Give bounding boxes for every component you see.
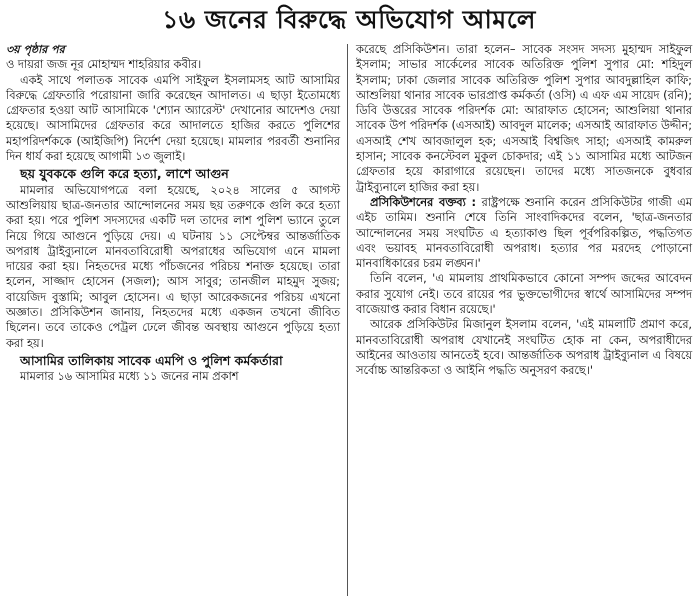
headline: ১৬ জনের বিরুদ্ধে অভিযোগ আমলে [162, 5, 536, 34]
column-divider [347, 44, 348, 596]
paragraph: আরেক প্রসিকিউটর মিজানুল ইসলাম বলেন, 'এই মামলাটি প্রমাণ করে, মানবতাবিরোধী অপরাধ যেখানেই সংঘটিত হোক না কেন, অপরাধীদের আইনের আওতায় আনতেই হবে। আন্তর্জাতিক অপরাধ ট্রাইব্যুনাল এ বিষয়ে সর্বোচ্চ আন্তরিকতা ও আইনি পদ্ধতি অনুসরণ করছে।' [356, 318, 692, 378]
subheading: ছয় যুবককে গুলি করে হত্যা, লাশে আগুন [20, 166, 229, 182]
paragraph-text: রাষ্ট্রপক্ষে শুনানি করেন প্রসিকিউটর গাজী এম এইচ তামিম। শুনানি শেষে তিনি সাংবাদিকদের বলেন, 'ছাত্র-জনতার আন্দোলনের সময় সংঘটিত এ হত্যাকাণ্ড ছিল পূর্বপরিকল্পিত, পদ্ধতিগত এবং ভয়াবহ মানবতাবিরোধী অপরাধ। হত্যার পর মরদেহ পোড়ানো মানবাধিকারের চরম লঙ্ঘন।' [356, 195, 693, 271]
paragraph [356, 195, 692, 271]
paragraph: মামলার অভিযোগপত্রে বলা হয়েছে, ২০২৪ সালের ৫ আগস্ট আশুলিয়ায় ছাত্র-জনতার আন্দোলনের সময় ছয় তরুণকে গুলি করে হত্যা করা হয়। পরে পুলিশ সদস্যদের একটি দল তাদের লাশ পুলিশ ভ্যানে তুলে নিয়ে গিয়ে আগুনে পুড়িয়ে দেয়। এ ঘটনায় ১১ সেপ্টেম্বর আন্তর্জাতিক অপরাধ ট্রাইব্যুনালে মানবতাবিরোধী অপরাধের অভিযোগ এনে মামলা দায়ের করা হয়। নিহতদের মধ্যে পাঁচজনের পরিচয় শনাক্ত হয়েছে। তারা হলেন, সাজ্জাদ হোসেন (সজল); আস সাবুর; তানজীল মাহমুদ সুজয়; বায়েজিদ বুস্তামি; আবুল হোসেন। এ ছাড়া আরেকজনের পরিচয় এখনো অজ্ঞাত। প্রসিকিউশন জানায়, নিহতদের মধ্যে একজন তখনো জীবিত ছিলেন। তবে তাকেও পেট্রল ঢেলে জীবন্ত অবস্থায় আগুনে পুড়িয়ে হত্যা করা হয়। [6, 183, 340, 350]
subheading: আসামির তালিকায় সাবেক এমপি ও পুলিশ কর্মকর্তারা [20, 352, 283, 368]
paragraph: একই সাথে পলাতক সাবেক এমপি সাইফুল ইসলামসহ আট আসামির বিরুদ্ধে গ্রেফতারি পরোয়ানা জারি করেছেন আদালত। এ ছাড়া ইতোমধ্যে গ্রেফতার হওয়া আট আসামিকে 'শ্যোন অ্যারেস্ট' দেখানোর আদেশও দেয়া হয়েছে। আসামিদের গ্রেফতার করে আদালতে হাজির করতে পুলিশের মহাপরিদর্শককে (আইজিপি) নির্দেশ দেয়া হয়েছে। মামলার পরবর্তী শুনানির দিন ধার্য করা হয়েছে আগামী ১৩ জুলাই। [6, 73, 340, 164]
paragraph: ও দায়রা জজ নূর মোহাম্মদ শাহরিয়ার কবীর। [6, 58, 202, 72]
paragraph: করেছে প্রসিকিউশন। তারা হলেন– সাবেক সংসদ সদস্য মুহাম্মদ সাইফুল ইসলাম; সাভার সার্কেলের সাবেক অতিরিক্ত পুলিশ সুপার মো: শহিদুল ইসলাম; ঢাকা জেলার সাবেক অতিরিক্ত পুলিশ সুপার আবদুল্লাহিল কাফি; আশুলিয়া থানার সাবেক ভারপ্রাপ্ত কর্মকর্তা (ওসি) এ এফ এম সায়েদ (রনি); ডিবি উত্তরের সাবেক পরিদর্শক মো: আরাফাত হোসেন; আশুলিয়া থানার সাবেক উপ পরিদর্শক (এসআই) আবদুল মালেক; এসআই আরাফাত উদ্দীন; এসআই শেখ আবজালুল হক; এসআই বিশ্বজিৎ সাহা; এসআই কামরুল হাসান; সাবেক কনস্টেবল মুকুল চোকদার; এই ১১ আসামির মধ্যে আটজন গ্রেফতার হয়ে কারাগারে রয়েছেন। তাদের মধ্যে সাতজনকে বুধবার ট্রাইব্যুনালে হাজির করা হয়। [356, 43, 692, 194]
paragraph: মামলার ১৬ আসামির মধ্যে ১১ জনের নাম প্রকাশ [20, 370, 239, 384]
paragraph: তিনি বলেন, 'এ মামলায় প্রাথমিকভাবে কোনো সম্পদ জব্দের আবেদন করার সুযোগ নেই। তবে রায়ের পর ভুক্তভোগীদের স্বার্থে আসামিদের সম্পদ বাজেয়াপ্ত করার বিধান রয়েছে।' [356, 272, 692, 317]
right-column [356, 42, 692, 379]
paragraph-lead: প্রসিকিউশনের বক্তব্য : [370, 195, 477, 209]
continued-from: ৩য় পৃষ্ঠার পর [6, 43, 65, 56]
left-column [6, 42, 340, 385]
